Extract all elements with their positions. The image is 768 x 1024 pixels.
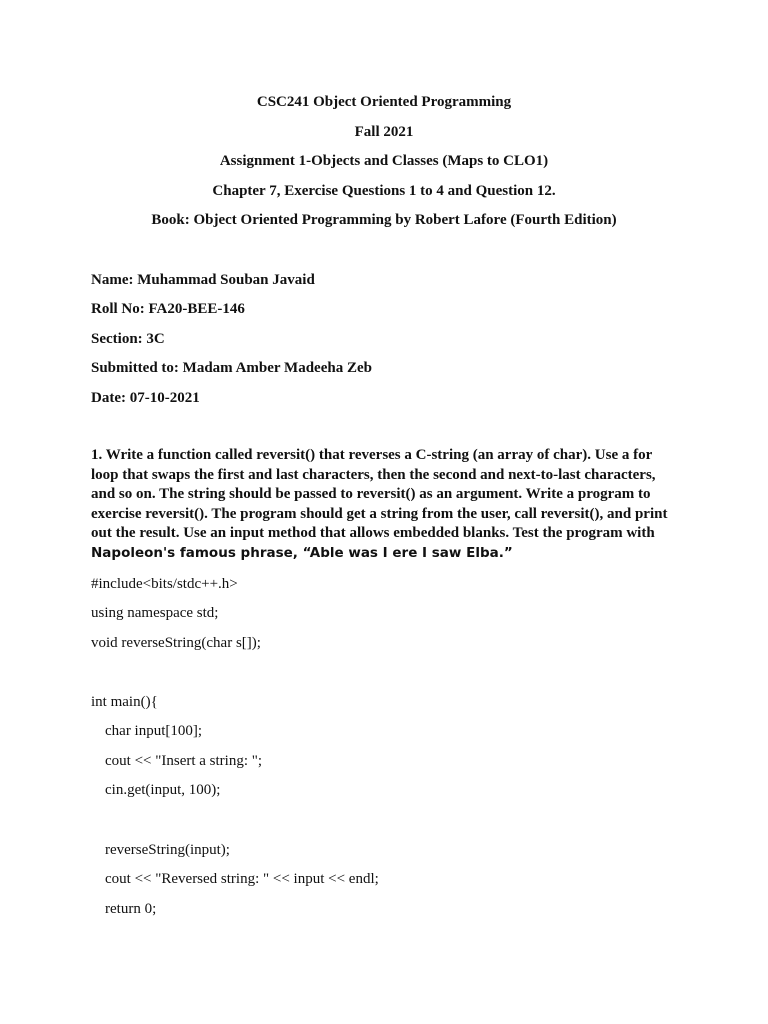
submitted-to: Submitted to: Madam Amber Madeeha Zeb <box>91 360 372 376</box>
assignment-title: Assignment 1-Objects and Classes (Maps to CLO1) <box>219 153 549 169</box>
code-call: reverseString(input); <box>105 842 230 858</box>
code-include: #include<bits/stdc++.h> <box>91 576 238 592</box>
student-name: Name: Muhammad Souban Javaid <box>91 272 315 288</box>
code-main-open: int main(){ <box>91 694 158 710</box>
code-decl: char input[100]; <box>105 723 203 739</box>
question-1 <box>91 446 681 564</box>
term-label: Fall 2021 <box>354 124 414 140</box>
code-read: cin.get(input, 100); <box>105 782 221 798</box>
submission-date: Date: 07-10-2021 <box>91 390 200 406</box>
code-print: cout << "Reversed string: " << input << endl; <box>105 871 379 887</box>
code-namespace: using namespace std; <box>91 605 219 621</box>
roll-number: Roll No: FA20-BEE-146 <box>91 301 245 317</box>
section-label: Section: 3C <box>91 331 165 347</box>
chapter-line: Chapter 7, Exercise Questions 1 to 4 and Question 12. <box>212 183 556 199</box>
question-1-quote: Napoleon's famous phrase, “Able was I ere I saw Elba.” <box>91 544 513 561</box>
code-prompt: cout << "Insert a string: "; <box>105 753 263 769</box>
code-prototype: void reverseString(char s[]); <box>91 635 261 651</box>
book-line: Book: Object Oriented Programming by Robert Lafore (Fourth Edition) <box>151 212 617 228</box>
code-return: return 0; <box>105 901 157 917</box>
question-1-text: 1. Write a function called reversit() that reverses a C-string (an array of char). Use a for loop that swaps the first and last characters, then the second and next-to-last characters, and so on. The string should be passed to reversit() as an argument. Write a program to exercise reversit(). The program should get a string from the user, call reversit(), and print out the result. Use an input method that allows embedded blanks. Test the program with <box>91 447 668 542</box>
course-title: CSC241 Object Oriented Programming <box>256 94 512 110</box>
